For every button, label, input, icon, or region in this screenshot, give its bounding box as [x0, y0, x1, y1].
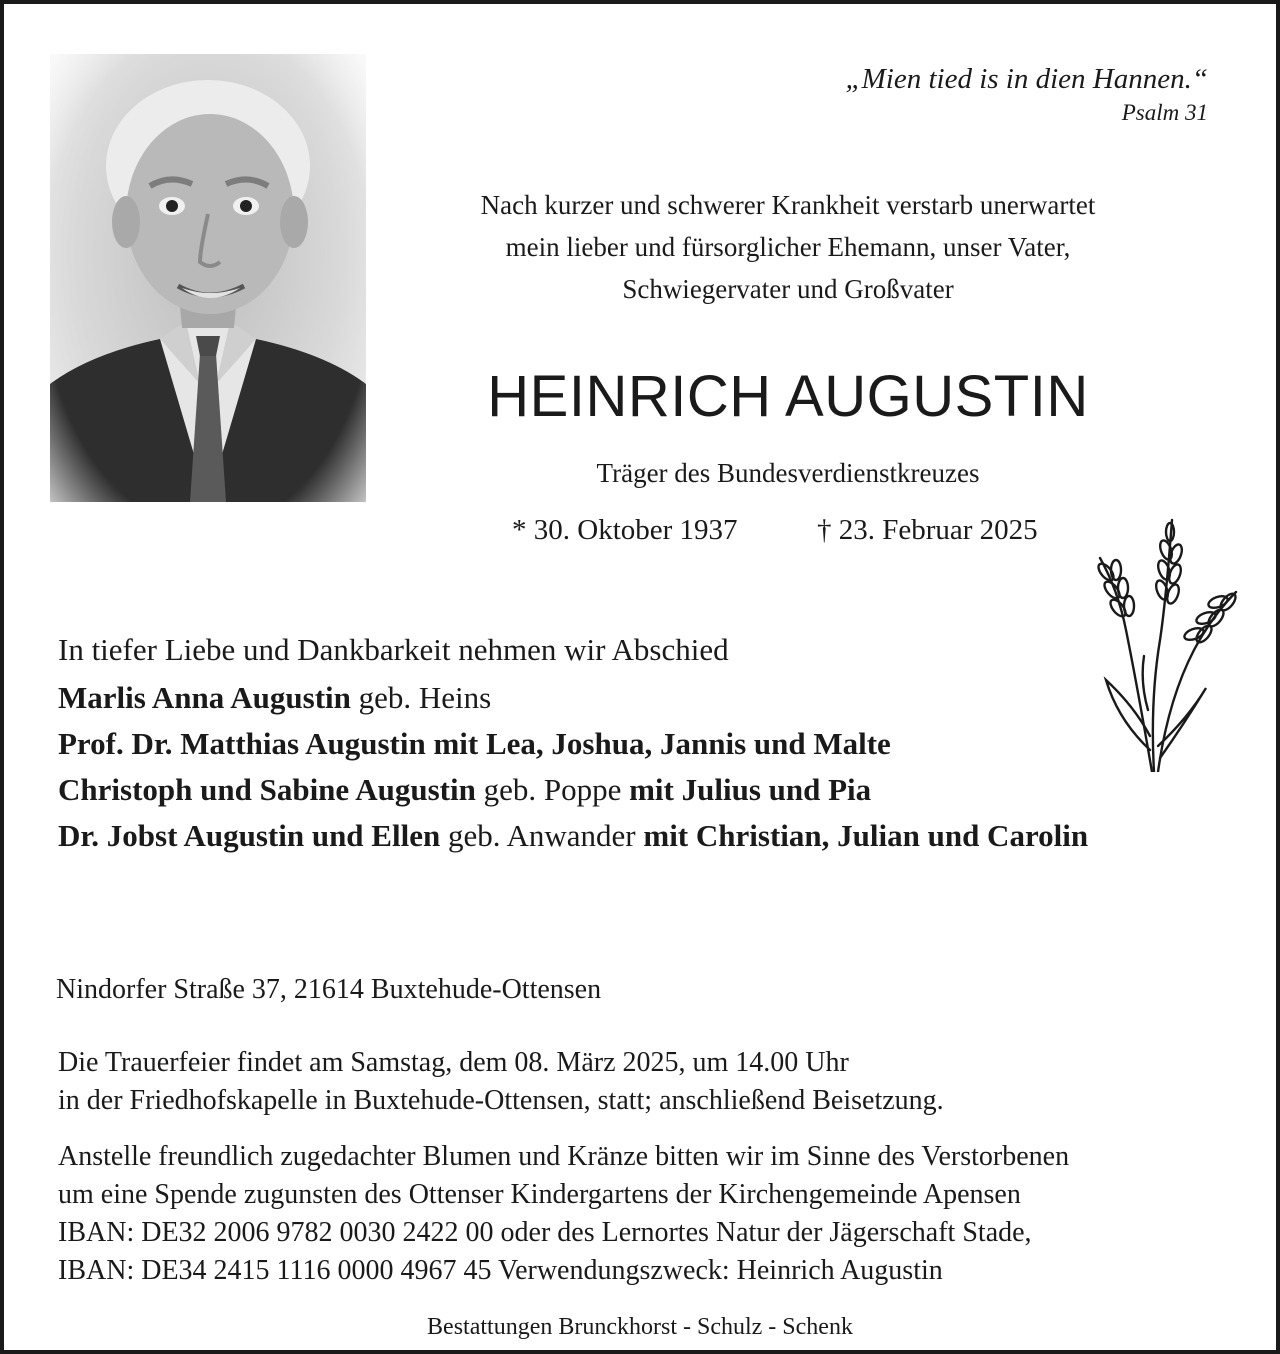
deceased-award: Träger des Bundesverdienstkreuzes	[596, 458, 980, 488]
family-member: Prof. Dr. Matthias Augustin mit Lea, Joshua, Jannis und Malte	[58, 726, 891, 761]
donation-line: Anstelle freundlich zugedachter Blumen und Kränze bitten wir im Sinne des Verstorbenen	[58, 1141, 1070, 1172]
family-line-2	[58, 726, 891, 762]
verse-reference: Psalm 31	[1121, 100, 1208, 125]
deceased-name: HEINRICH AUGUSTIN	[487, 364, 1089, 429]
family-member: Marlis Anna Augustin	[58, 680, 351, 715]
donation-line: um eine Spende zugunsten des Ottenser Kindergartens der Kirchengemeinde Apensen	[58, 1179, 1021, 1210]
family-note: geb. Heins	[350, 680, 492, 715]
birth-date: * 30. Oktober 1937	[512, 514, 738, 546]
family-note: geb. Anwander	[440, 818, 644, 853]
family-children: mit Julius und Pia	[629, 772, 872, 807]
intro-line: Schwiegervater und Großvater	[622, 274, 954, 304]
funeral-service-text	[58, 1044, 1238, 1120]
farewell-line: In tiefer Liebe und Dankbarkeit nehmen wir Abschied	[58, 632, 729, 667]
portrait-photo	[50, 54, 366, 502]
family-member: Christoph und Sabine Augustin	[58, 772, 476, 807]
donation-line: IBAN: DE34 2415 1116 0000 4967 45 Verwendungszweck: Heinrich Augustin	[58, 1255, 943, 1286]
intro-line: Nach kurzer und schwerer Krankheit verstarb unerwartet	[480, 190, 1096, 220]
death-date: † 23. Februar 2025	[817, 514, 1038, 546]
donation-line: IBAN: DE32 2006 9782 0030 2422 00 oder des Lernortes Natur der Jägerschaft Stade,	[58, 1217, 1032, 1248]
family-line-1	[58, 680, 491, 716]
family-line-3	[58, 772, 871, 808]
family-line-4	[58, 818, 1088, 854]
family-member: Dr. Jobst Augustin und Ellen	[58, 818, 441, 853]
family-address: Nindorfer Straße 37, 21614 Buxtehude-Ottensen	[56, 974, 602, 1005]
undertaker-name: Bestattungen Brunckhorst - Schulz - Schenk	[427, 1314, 853, 1340]
donation-text	[58, 1138, 1238, 1290]
intro-text	[376, 184, 1200, 310]
service-line: Die Trauerfeier findet am Samstag, dem 08. März 2025, um 14.00 Uhr	[58, 1047, 849, 1078]
service-line: in der Friedhofskapelle in Buxtehude-Ottensen, statt; anschließend Beisetzung.	[58, 1085, 944, 1116]
family-note: geb. Poppe	[475, 772, 630, 807]
intro-line: mein lieber und fürsorglicher Ehemann, unser Vater,	[505, 232, 1071, 262]
family-children: mit Christian, Julian und Carolin	[643, 818, 1089, 853]
verse-quote: „Mien tied is in dien Hannen.“	[845, 63, 1208, 95]
wheat-ears-icon	[1088, 510, 1244, 772]
